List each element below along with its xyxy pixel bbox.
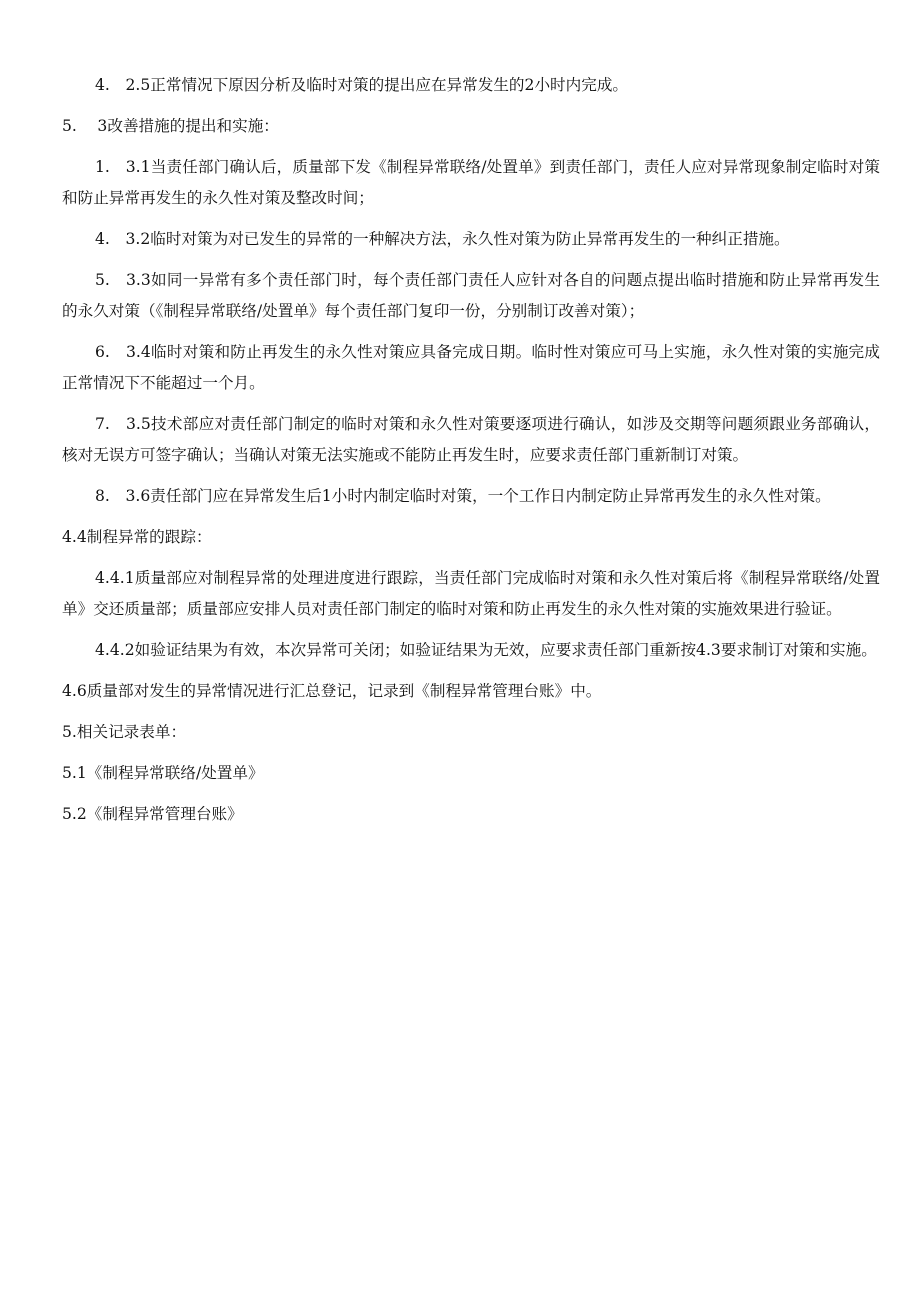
clause-3-5: 7. 3.5技术部应对责任部门制定的临时对策和永久性对策要逐项进行确认，如涉及交期等问题须跟业务部确认，核对无误方可签字确认；当确认对策无法实施或不能防止再发生时，应要求责任部门重新制订对策。: [62, 415, 880, 464]
clause-4-4-heading: 4.4制程异常的跟踪：: [62, 528, 212, 546]
record-form-5-2: 5.2《制程异常管理台账》: [62, 805, 243, 823]
document-body: [62, 70, 880, 844]
clause-3-3: 5. 3.3如同一异常有多个责任部门时，每个责任部门责任人应针对各自的问题点提出临时措施和防止异常再发生的永久对策（《制程异常联络/处置单》每个责任部门复印一份，分别制订改善对策）；: [62, 271, 880, 320]
clause-3-6: 8. 3.6责任部门应在异常发生后1小时内制定临时对策，一个工作日内制定防止异常再发生的永久性对策。: [95, 487, 831, 505]
clause-3-4: 6. 3.4临时对策和防止再发生的永久性对策应具备完成日期。临时性对策应可马上实施，永久性对策的实施完成正常情况下不能超过一个月。: [62, 343, 880, 392]
record-form-5-1: 5.1《制程异常联络/处置单》: [62, 764, 264, 782]
clause-4-4-1: 4.4.1质量部应对制程异常的处理进度进行跟踪，当责任部门完成临时对策和永久性对策后将《制程异常联络/处置单》交还质量部；质量部应安排人员对责任部门制定的临时对策和防止再发生的永久性对策的实施效果进行验证。: [62, 569, 880, 618]
section-5-heading: 5.相关记录表单：: [62, 723, 187, 741]
clause-4-2-5: 4. 2.5正常情况下原因分析及临时对策的提出应在异常发生的2小时内完成。: [95, 76, 629, 94]
clause-3-2: 4. 3.2临时对策为对已发生的异常的一种解决方法，永久性对策为防止异常再发生的一种纠正措施。: [95, 230, 790, 248]
clause-4-4-2: 4.4.2如验证结果为有效，本次异常可关闭；如验证结果为无效，应要求责任部门重新按4.3要求制订对策和实施。: [95, 641, 877, 659]
clause-3-1: 1. 3.1当责任部门确认后，质量部下发《制程异常联络/处置单》到责任部门，责任人应对异常现象制定临时对策和防止异常再发生的永久性对策及整改时间；: [62, 158, 880, 207]
clause-5-heading: 5. 3改善措施的提出和实施：: [62, 117, 279, 135]
clause-4-6: 4.6质量部对发生的异常情况进行汇总登记，记录到《制程异常管理台账》中。: [62, 682, 602, 700]
